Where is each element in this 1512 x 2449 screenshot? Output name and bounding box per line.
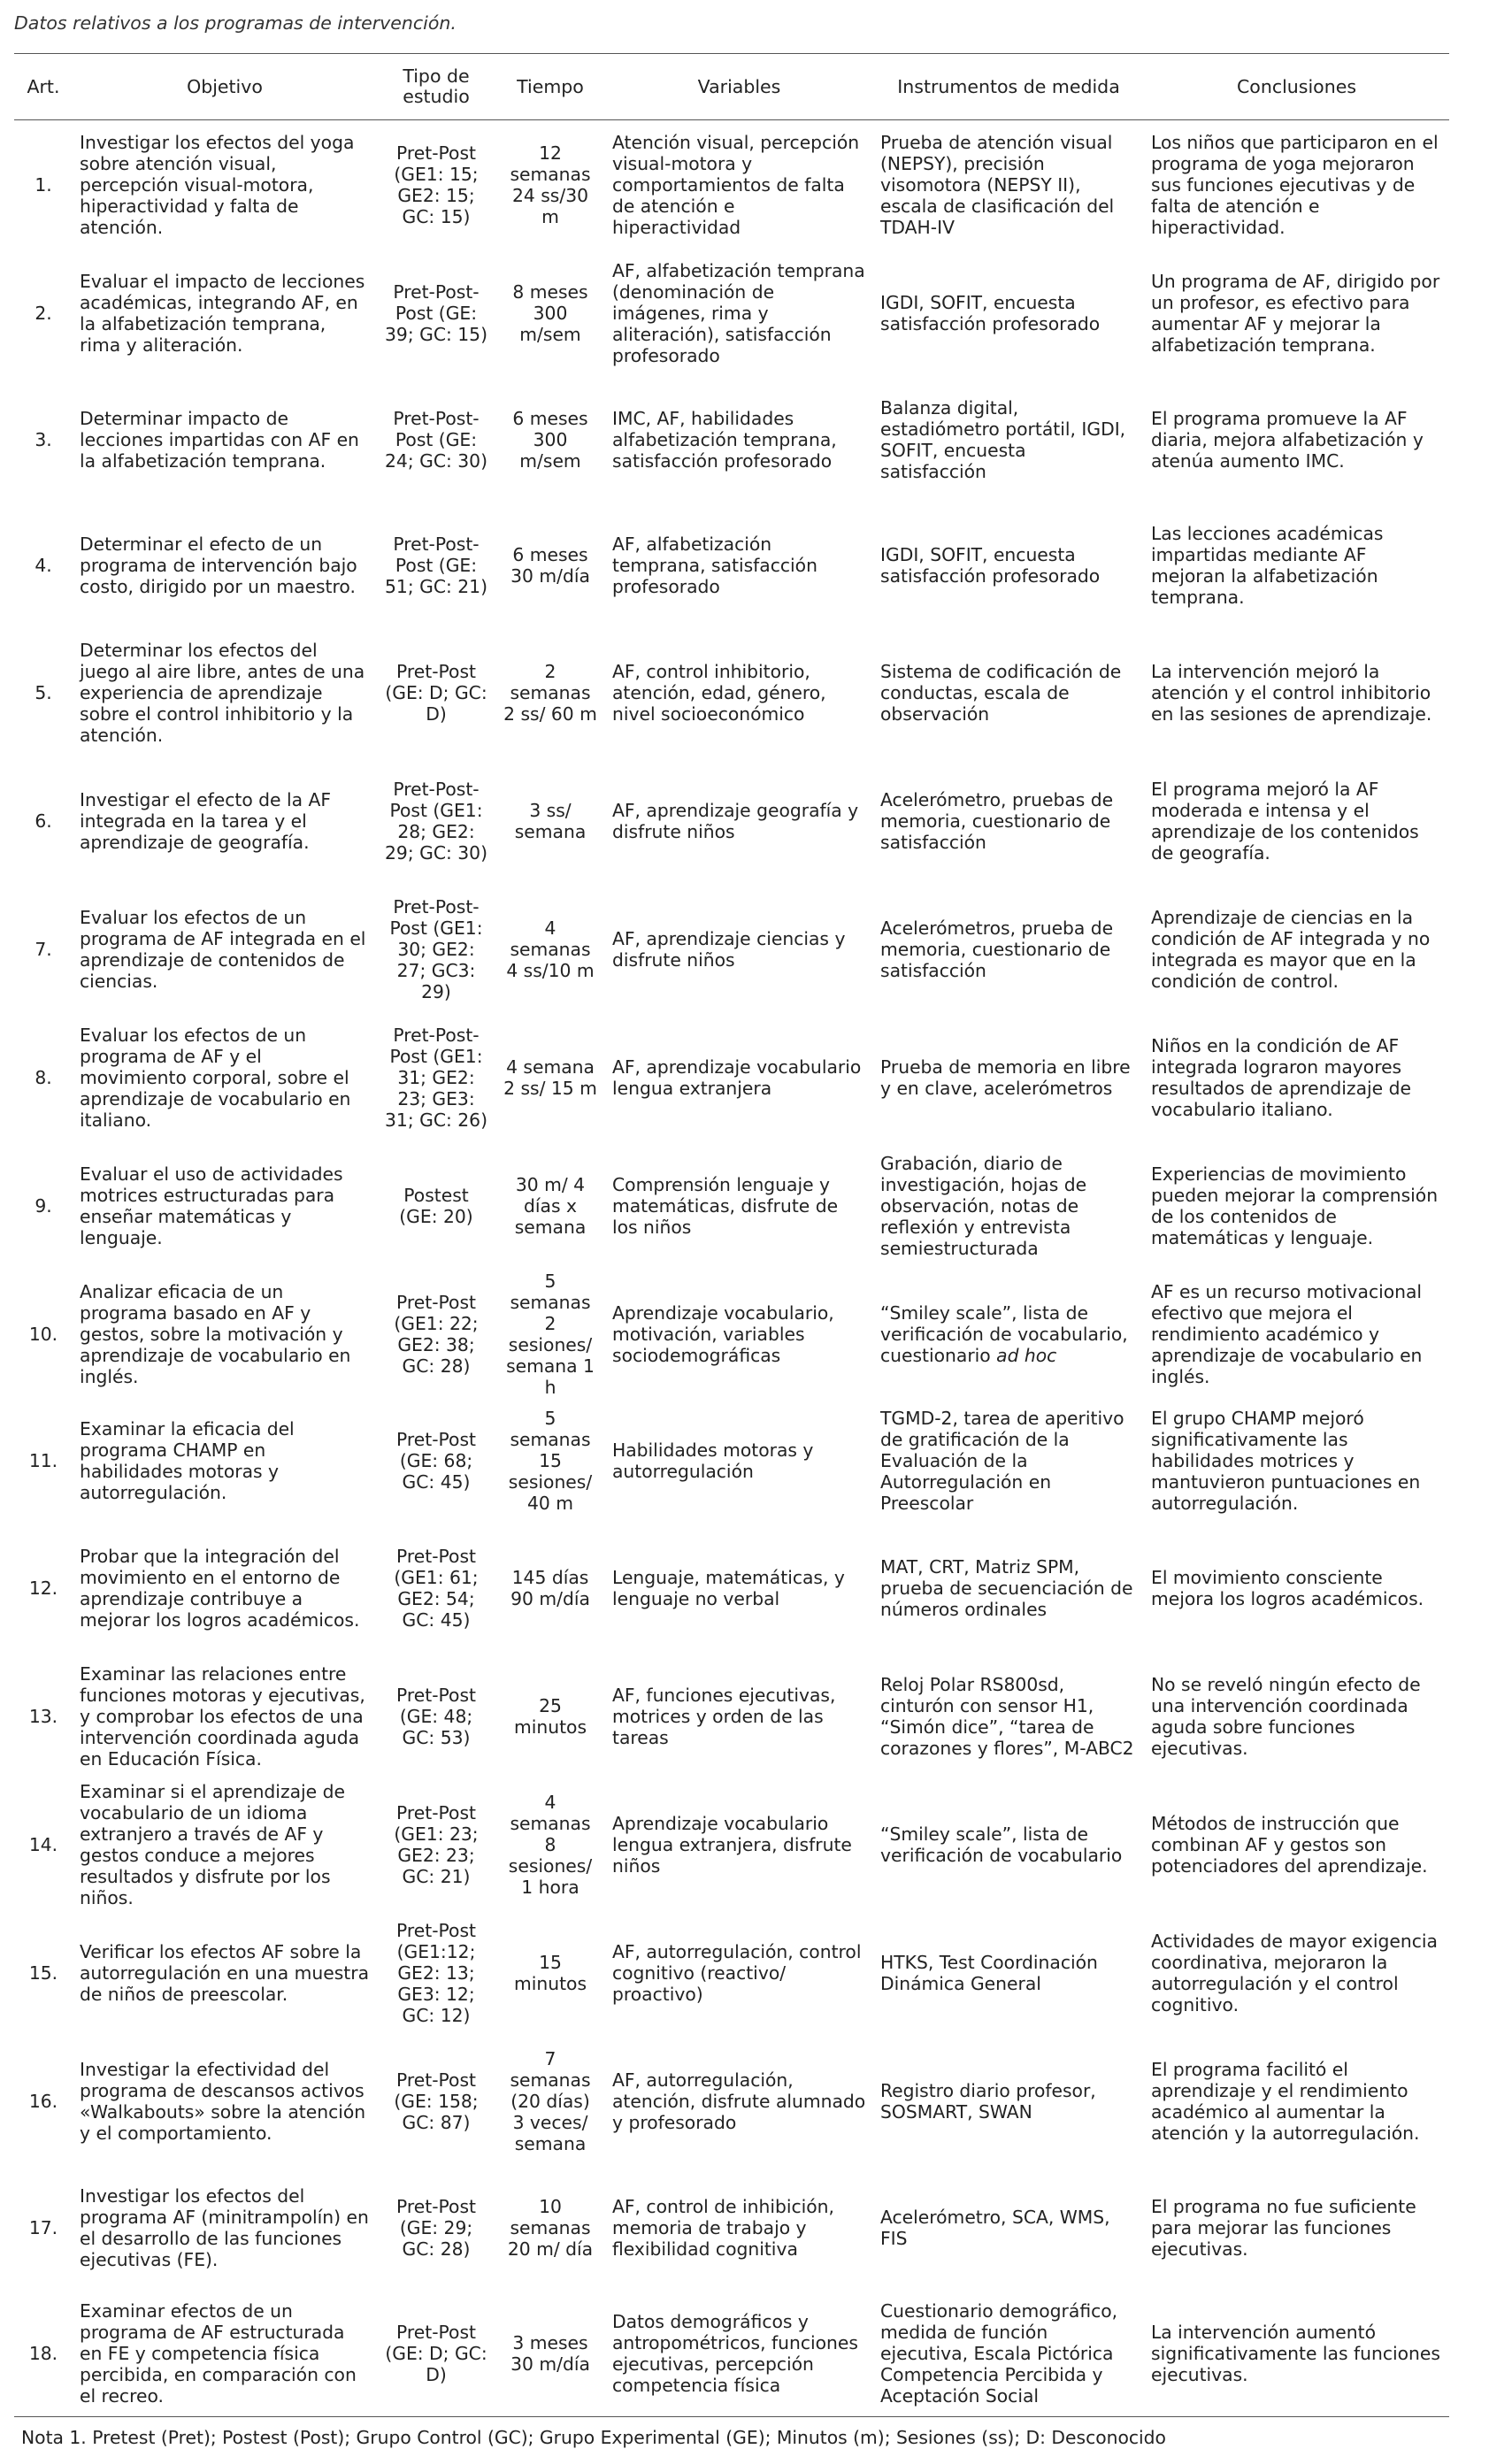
cell-conclusiones: El programa promueve la AF diaria, mejora alfabetización y atenúa aumento IMC.: [1151, 408, 1424, 472]
cell-conclusiones: Experiencias de movimiento pueden mejorar la comprensión de los contenidos de matemáticas y lenguaje.: [1151, 1163, 1439, 1248]
cell-conclusiones: Un programa de AF, dirigido por un profesor, es efectivo para aumentar AF y mejorar la alfabetización temprana.: [1151, 270, 1440, 356]
cell-variables: AF, funciones ejecutivas, motrices y orden de las tareas: [612, 1684, 836, 1748]
instrumentos-text: “Smiley scale”, lista de verificación de vocabulario, cuestionario: [880, 1301, 1128, 1366]
cell-instrumentos: IGDI, SOFIT, encuesta satisfacción profesorado: [880, 291, 1101, 334]
cell-tipo: Pret-Post (GE1: 15; GE2: 15; GC: 15): [394, 142, 479, 227]
table-caption: Datos relativos a los programas de intervención.: [14, 12, 457, 34]
cell-variables: Aprendizaje vocabulario lengua extranjera, disfrute niños: [612, 1812, 852, 1877]
cell-conclusiones: Actividades de mayor exigencia coordinativa, mejoraron la autorregulación y el control cognitivo.: [1151, 1930, 1438, 2015]
cell-variables: AF, aprendizaje ciencias y disfrute niños: [612, 927, 846, 971]
table-row: [14, 2037, 1449, 2165]
cell-tiempo: 3 ss/ semana: [514, 799, 587, 842]
cell-conclusiones: Aprendizaje de ciencias en la condición de AF integrada y no integrada es mayor que en la condición de control.: [1151, 906, 1431, 992]
cell-tipo: Pret-Post-Post (GE: 24; GC: 30): [385, 408, 487, 472]
cell-tiempo: 7 semanas (20 días) 3 veces/ semana: [510, 2047, 591, 2154]
header-tipo-estudio: Tipo de estudio: [403, 65, 470, 107]
cell-objetivo: Investigar los efectos del programa AF (minitrampolín) en el desarrollo de las funciones ejecutivas (FE).: [80, 2185, 369, 2270]
table-row: [14, 503, 1449, 628]
cell-objetivo: Evaluar los efectos de un programa de AF integrada en el aprendizaje de contenidos de ciencias.: [80, 906, 366, 992]
cell-objetivo: Determinar impacto de lecciones impartidas con AF en la alfabetización temprana.: [80, 408, 359, 472]
cell-tipo: Pret-Post (GE1: 22; GE2: 38; GC: 28): [394, 1291, 479, 1377]
cell-art: 3.: [35, 429, 52, 450]
cell-conclusiones: La intervención aumentó significativamente las funciones ejecutivas.: [1151, 2322, 1440, 2385]
cell-tiempo: 4 semana 2 ss/ 15 m: [503, 1056, 597, 1099]
cell-objetivo: Determinar los efectos del juego al aire libre, antes de una experiencia de aprendizaje sobre el control inhibitorio y la atención.: [80, 639, 365, 746]
cell-objetivo: Evaluar el uso de actividades motrices estructuradas para enseñar matemáticas y lenguaje.: [80, 1163, 343, 1248]
cell-art: 14.: [28, 1833, 58, 1855]
cell-art: 12.: [28, 1577, 58, 1599]
table-row: [14, 885, 1449, 1013]
cell-variables: AF, aprendizaje geografía y disfrute niños: [612, 799, 859, 842]
cell-instrumentos: TGMD-2, tarea de aperitivo de gratificación de la Evaluación de la Autorregulación en Preescolar: [880, 1408, 1124, 1514]
cell-tipo: Postest (GE: 20): [399, 1184, 473, 1227]
cell-art: 13.: [28, 1705, 58, 1727]
cell-tipo: Pret-Post-Post (GE1: 30; GE2: 27; GC3: 29): [389, 895, 483, 1002]
intervention-programs-table: [14, 53, 1449, 2417]
cell-variables: Habilidades motoras y autorregulación: [612, 1439, 814, 1482]
table-row: [14, 1141, 1449, 1270]
cell-variables: Datos demográficos y antropométricos, funciones ejecutivas, percepción competencia física: [612, 2311, 858, 2396]
cell-conclusiones: AF es un recurso motivacional efectivo que mejora el rendimiento académico y aprendizaje de vocabulario en inglés.: [1151, 1280, 1423, 1387]
cell-tipo: Pret-Post (GE1: 23; GE2: 23; GC: 21): [394, 1801, 479, 1887]
table-row: [14, 377, 1449, 503]
cell-variables: IMC, AF, habilidades alfabetización temprana, satisfacción profesorado: [612, 408, 837, 472]
table-row: [14, 1270, 1449, 1398]
cell-art: 9.: [35, 1194, 52, 1217]
cell-conclusiones: El programa facilitó el aprendizaje y el rendimiento académico al aumentar la atención y la autorregulación.: [1151, 2058, 1420, 2144]
cell-tipo: Pret-Post-Post (GE: 51; GC: 21): [385, 534, 487, 597]
cell-tiempo: 6 meses 300 m/sem: [512, 408, 588, 472]
cell-variables: Lenguaje, matemáticas, y lenguaje no verbal: [612, 1566, 845, 1609]
cell-variables: AF, alfabetización temprana (denominación de imágenes, rima y aliteración), satisfacción profesorado: [612, 259, 865, 366]
table-header-row: [14, 54, 1449, 120]
cell-variables: AF, autorregulación, control cognitivo (reactivo/ proactivo): [612, 1940, 862, 2005]
cell-tiempo: 15 minutos: [513, 1951, 587, 1994]
table-row: [14, 249, 1449, 377]
cell-tiempo: 30 m/ 4 días x semana: [514, 1173, 587, 1238]
cell-art: 5.: [35, 681, 52, 703]
cell-objetivo: Examinar la eficacia del programa CHAMP en habilidades motoras y autorregulación.: [80, 1418, 295, 1503]
table-row: [14, 2165, 1449, 2291]
cell-art: 1.: [35, 173, 52, 196]
cell-art: 17.: [28, 2217, 58, 2238]
cell-art: 4.: [35, 555, 52, 576]
cell-objetivo: Investigar la efectividad del programa de descansos activos «Walkabouts» sobre la atención y el comportamiento.: [80, 2058, 366, 2144]
cell-instrumentos: [873, 1270, 1144, 1398]
cell-objetivo: Determinar el efecto de un programa de intervención bajo costo, dirigido por un maestro.: [80, 534, 357, 597]
cell-instrumentos: Balanza digital, estadiómetro portátil, IGDI, SOFIT, encuesta satisfacción: [880, 397, 1126, 482]
header-art: Art.: [27, 75, 60, 97]
header-conclusiones: Conclusiones: [1236, 75, 1356, 97]
header-objetivo: Objetivo: [187, 75, 263, 97]
cell-variables: AF, alfabetización temprana, satisfacción profesorado: [612, 534, 817, 597]
cell-variables: Comprensión lenguaje y matemáticas, disfrute de los niños: [612, 1173, 839, 1238]
table-row: [14, 1524, 1449, 1652]
cell-conclusiones: Los niños que participaron en el programa de yoga mejoraron sus funciones ejecutivas y de falta de atención e hiperactividad.: [1151, 131, 1439, 238]
cell-art: 7.: [35, 938, 52, 960]
cell-variables: Atención visual, percepción visual-motora y comportamientos de falta de atención e hiperactividad: [612, 131, 860, 238]
cell-instrumentos: MAT, CRT, Matriz SPM, prueba de secuenciación de números ordinales: [880, 1555, 1133, 1620]
table-row: [14, 2291, 1449, 2417]
header-tiempo: Tiempo: [517, 75, 584, 97]
cell-variables: AF, aprendizaje vocabulario lengua extranjera: [612, 1056, 862, 1099]
cell-tiempo: 8 meses 300 m/sem: [512, 280, 588, 345]
cell-conclusiones: Las lecciones académicas impartidas mediante AF mejoran la alfabetización temprana.: [1151, 523, 1384, 608]
cell-tiempo: 10 semanas 20 m/ día: [507, 2196, 594, 2260]
cell-conclusiones: Métodos de instrucción que combinan AF y gestos son potenciadores del aprendizaje.: [1151, 1812, 1428, 1877]
table-row: [14, 756, 1449, 885]
cell-art: 2.: [35, 302, 52, 324]
cell-conclusiones: El movimiento consciente mejora los logros académicos.: [1151, 1566, 1424, 1609]
cell-variables: AF, autorregulación, atención, disfrute alumnado y profesorado: [612, 2069, 866, 2133]
cell-tipo: Pret-Post (GE: D; GC: D): [385, 2322, 487, 2385]
table-row: [14, 1780, 1449, 1908]
table-row: [14, 1652, 1449, 1780]
cell-variables: AF, control de inhibición, memoria de trabajo y flexibilidad cognitiva: [612, 2196, 834, 2260]
cell-art: 18.: [28, 2343, 58, 2364]
cell-art: 11.: [28, 1450, 58, 1471]
header-instrumentos: Instrumentos de medida: [897, 75, 1120, 97]
table-row: [14, 628, 1449, 756]
cell-tipo: Pret-Post-Post (GE1: 31; GE2: 23; GE3: 31; GC: 26): [385, 1024, 487, 1131]
table-row: [14, 120, 1449, 250]
cell-tipo: Pret-Post (GE: 158; GC: 87): [394, 2069, 479, 2133]
cell-conclusiones: El grupo CHAMP mejoró significativamente las habilidades motrices y mantuvieron puntuaciones en autorregulación.: [1151, 1408, 1421, 1514]
cell-objetivo: Examinar las relaciones entre funciones motoras y ejecutivas, y comprobar los efectos de una intervención coordinada aguda en Educación Física.: [80, 1662, 365, 1770]
cell-instrumentos: Reloj Polar RS800sd, cinturón con sensor H1, “Simón dice”, “tarea de corazones y flores”, M-ABC2: [880, 1673, 1134, 1759]
cell-conclusiones: Niños en la condición de AF integrada lograron mayores resultados de aprendizaje de vocabulario italiano.: [1151, 1034, 1411, 1120]
table-row: [14, 1908, 1449, 2037]
cell-tipo: Pret-Post (GE1: 61; GE2: 54; GC: 45): [394, 1545, 479, 1631]
cell-tipo: Pret-Post (GE: 48; GC: 53): [396, 1684, 476, 1748]
document-page: [14, 11, 1449, 2449]
cell-tiempo: 5 semanas 2 sesiones/ semana 1 h: [506, 1270, 595, 1398]
cell-art: 6.: [35, 810, 52, 832]
cell-instrumentos: Sistema de codificación de conductas, escala de observación: [880, 660, 1122, 725]
cell-art: 10.: [28, 1323, 58, 1345]
cell-tiempo: 12 semanas 24 ss/30 m: [510, 142, 591, 227]
cell-art: 8.: [35, 1066, 52, 1088]
cell-objetivo: Examinar efectos de un programa de AF estructurada en FE y competencia física percibida, en comparación con el recreo.: [80, 2300, 357, 2407]
instrumentos-italic-text: ad hoc: [996, 1344, 1057, 1366]
cell-objetivo: Analizar eficacia de un programa basado en AF y gestos, sobre la motivación y aprendizaje de vocabulario en inglés.: [80, 1280, 351, 1387]
cell-instrumentos: Prueba de memoria en libre y en clave, acelerómetros: [880, 1056, 1131, 1099]
cell-instrumentos: Cuestionario demográfico, medida de función ejecutiva, Escala Pictórica Competencia Percibida y Aceptación Social: [880, 2300, 1118, 2407]
cell-objetivo: Probar que la integración del movimiento en el entorno de aprendizaje contribuye a mejorar los logros académicos.: [80, 1545, 360, 1631]
cell-objetivo: Investigar el efecto de la AF integrada en la tarea y el aprendizaje de geografía.: [80, 788, 332, 853]
cell-instrumentos: Acelerómetro, pruebas de memoria, cuestionario de satisfacción: [880, 788, 1114, 853]
cell-variables: AF, control inhibitorio, atención, edad, género, nivel socioeconómico: [612, 660, 826, 725]
cell-instrumentos: Grabación, diario de investigación, hojas de observación, notas de reflexión y entrevista semiestructurada: [880, 1152, 1087, 1259]
table-row: [14, 1398, 1449, 1524]
table-note: Nota 1. Pretest (Pret); Postest (Post); Grupo Control (GC); Grupo Experimental (GE); Minutos (m); Sesiones (ss); D: Desconocido: [21, 2427, 1166, 2448]
cell-tiempo: 145 días 90 m/día: [510, 1566, 590, 1609]
cell-tipo: Pret-Post (GE: 29; GC: 28): [396, 2196, 476, 2260]
cell-variables: Aprendizaje vocabulario, motivación, variables sociodemográficas: [612, 1301, 834, 1366]
cell-tipo: Pret-Post (GE: D; GC: D): [385, 660, 487, 725]
cell-objetivo: Examinar si el aprendizaje de vocabulario de un idioma extranjero a través de AF y gestos conduce a mejores resultados y disfrute por los niños.: [80, 1780, 345, 1908]
cell-instrumentos: Acelerómetro, SCA, WMS, FIS: [880, 2207, 1110, 2249]
cell-objetivo: Investigar los efectos del yoga sobre atención visual, percepción visual-motora, hiperactividad y falta de atención.: [80, 131, 355, 238]
cell-objetivo: Evaluar el impacto de lecciones académicas, integrando AF, en la alfabetización temprana, rima y aliteración.: [80, 270, 365, 356]
cell-tipo: Pret-Post (GE1:12; GE2: 13; GE3: 12; GC: 12): [396, 1919, 476, 2026]
cell-tiempo: 6 meses 30 m/día: [510, 544, 590, 587]
cell-tipo: Pret-Post-Post (GE: 39; GC: 15): [385, 280, 487, 345]
cell-instrumentos: “Smiley scale”, lista de verificación de vocabulario: [880, 1823, 1123, 1866]
cell-objetivo: Evaluar los efectos de un programa de AF y el movimiento corporal, sobre el aprendizaje de vocabulario en italiano.: [80, 1024, 351, 1131]
table-row: [14, 1013, 1449, 1141]
cell-tiempo: 25 minutos: [513, 1694, 587, 1738]
cell-tiempo: 2 semanas 2 ss/ 60 m: [503, 660, 597, 725]
cell-conclusiones: El programa no fue suficiente para mejorar las funciones ejecutivas.: [1151, 2196, 1416, 2260]
cell-conclusiones: El programa mejoró la AF moderada e intensa y el aprendizaje de los contenidos de geografía.: [1151, 778, 1419, 864]
cell-conclusiones: No se reveló ningún efecto de una intervención coordinada aguda sobre funciones ejecutivas.: [1151, 1673, 1421, 1759]
cell-conclusiones: La intervención mejoró la atención y el control inhibitorio en las sesiones de aprendizaje.: [1151, 660, 1432, 725]
header-variables: Variables: [697, 75, 781, 97]
cell-tipo: Pret-Post (GE: 68; GC: 45): [396, 1429, 476, 1493]
cell-instrumentos: IGDI, SOFIT, encuesta satisfacción profesorado: [880, 544, 1101, 587]
cell-tiempo: 4 semanas 8 sesiones/ 1 hora: [508, 1791, 593, 1898]
cell-objetivo: Verificar los efectos AF sobre la autorregulación en una muestra de niños de preescolar.: [80, 1940, 370, 2005]
cell-tiempo: 4 semanas 4 ss/10 m: [506, 917, 595, 981]
cell-art: 16.: [28, 2090, 58, 2112]
cell-tiempo: 3 meses 30 m/día: [510, 2332, 590, 2375]
cell-instrumentos: HTKS, Test Coordinación Dinámica General: [880, 1951, 1098, 1994]
cell-instrumentos: Acelerómetros, prueba de memoria, cuestionario de satisfacción: [880, 917, 1114, 981]
cell-instrumentos: Registro diario profesor, SOSMART, SWAN: [880, 2079, 1096, 2123]
cell-art: 15.: [28, 1962, 58, 1984]
cell-tiempo: 5 semanas 15 sesiones/ 40 m: [508, 1408, 593, 1514]
cell-tipo: Pret-Post-Post (GE1: 28; GE2: 29; GC: 30): [385, 778, 487, 864]
cell-instrumentos: Prueba de atención visual (NEPSY), precisión visomotora (NEPSY II), escala de clasificación del TDAH-IV: [880, 131, 1115, 238]
